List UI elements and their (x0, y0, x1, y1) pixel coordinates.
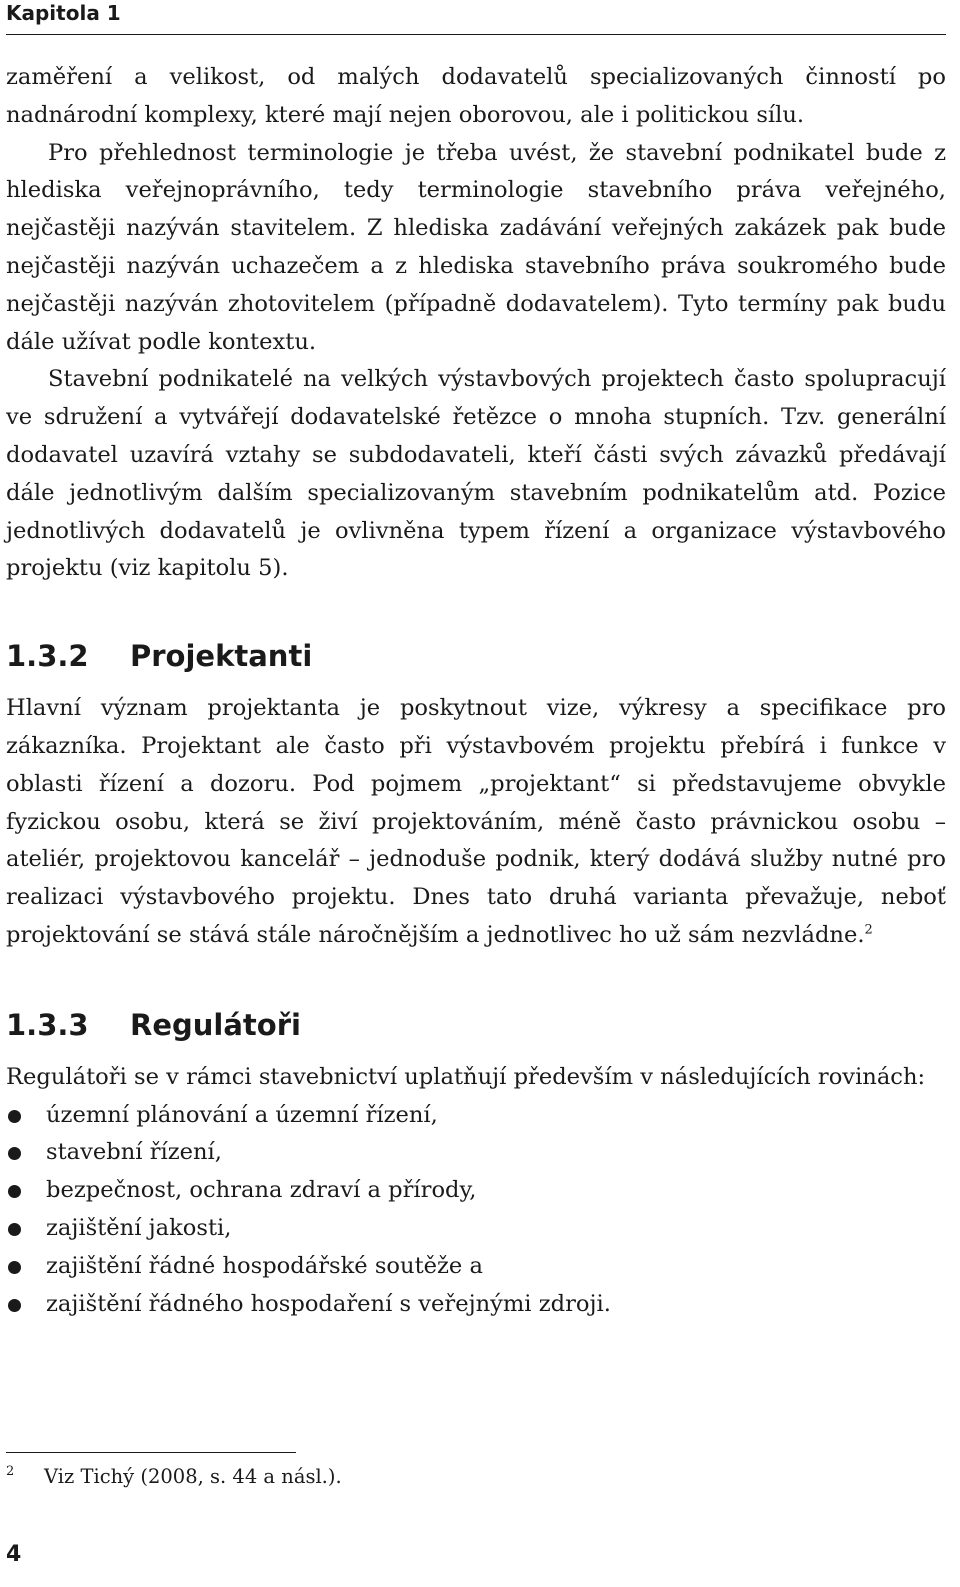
list-item-text: zajištění jakosti, (46, 1214, 232, 1241)
footnote (6, 1462, 946, 1492)
bullet-icon (8, 1223, 21, 1236)
list-item-text: zajištění řádné hospodářské soutěže a (46, 1252, 483, 1279)
section-number: 1.3.3 (6, 1007, 89, 1042)
list-item-text: zajištění řádného hospodaření s veřejnými zdroji. (46, 1290, 611, 1317)
list-item (6, 1172, 946, 1210)
paragraph-supply-chain: Stavební podnikatelé na velkých výstavbových projektech často spolupracují ve sdružení a vytvářejí dodavatelské řetězce o mnoha stupních. Tzv. generální dodavatel uzavírá vztahy se subdodavateli, kteří části svých závazků předávají dále jednotlivým dalším specializovaným stavebním podnikatelům atd. Pozice jednotlivých dodavatelů je ovlivněna typem řízení a organizace výstavbového projektu (viz kapitolu 5). (6, 366, 946, 582)
paragraph-continued: zaměření a velikost, od malých dodavatelů specializovaných činností po nadnárodní komplexy, které mají nejen oborovou, ale i politickou sílu. (6, 64, 946, 128)
page-number: 4 (6, 1542, 22, 1567)
running-head-chapter: Kapitola 1 (6, 1, 121, 25)
list-item (6, 1210, 946, 1248)
footnote-number: 2 (6, 1464, 15, 1479)
regulator-areas-list (6, 1097, 946, 1324)
header-rule (6, 34, 946, 35)
section-heading-projektanti (6, 638, 946, 674)
section-title: Projektanti (130, 639, 313, 674)
list-item (6, 1134, 946, 1172)
list-item (6, 1097, 946, 1135)
paragraph-regulatori-intro: Regulátoři se v rámci stavebnictví uplatňují především v následujících rovinách: (6, 1063, 926, 1090)
section-title: Regulátoři (130, 1007, 301, 1042)
bullet-icon (8, 1299, 21, 1312)
list-item-text: územní plánování a územní řízení, (46, 1101, 438, 1128)
body-text (6, 59, 946, 1323)
list-item-text: bezpečnost, ochrana zdraví a přírody, (46, 1177, 477, 1204)
list-item (6, 1248, 946, 1286)
section-heading-regulatori (6, 1007, 946, 1043)
bullet-icon (8, 1185, 21, 1198)
list-item-text: stavební řízení, (46, 1139, 222, 1166)
bullet-icon (8, 1110, 21, 1123)
paragraph-terminology: Pro přehlednost terminologie je třeba uvést, že stavební podnikatel bude z hlediska veřejnoprávního, tedy terminologie stavebního práva veřejného, nejčastěji nazýván stavitelem. Z hlediska zadávání veřejných zakázek pak bude nejčastěji nazýván uchazečem a z hlediska stavebního práva soukromého bude nejčastěji nazýván zhotovitelem (případně dodavatelem). Tyto termíny pak budu dále užívat podle kontextu. (6, 139, 946, 355)
paragraph-projektanti-text: Hlavní význam projektanta je poskytnout vize, výkresy a specifikace pro zákazníka. Projektant ale často při výstavbovém projektu přebírá i funkce v oblasti řízení a dozoru. Pod pojmem „projektant“ si představujeme obvykle fyzickou osobu, která se živí projektováním, méně často právnickou osobu – ateliér, projektovou kancelář – jednoduše podnik, který dodává služby nutné pro realizaci výstavbového projektu. Dnes tato druhá varianta převažuje, neboť projektování se stává stále náročnějším a jednotlivec ho už sám nezvládne. (6, 695, 946, 948)
footnote-text: Viz Tichý (2008, s. 44 a násl.). (44, 1465, 342, 1488)
bullet-icon (8, 1147, 21, 1160)
footnote-rule (6, 1452, 296, 1453)
paragraph-projektanti (6, 690, 946, 955)
footnote-reference[interactable]: 2 (864, 922, 873, 938)
list-item (6, 1286, 946, 1324)
bullet-icon (8, 1261, 21, 1274)
section-number: 1.3.2 (6, 639, 89, 674)
